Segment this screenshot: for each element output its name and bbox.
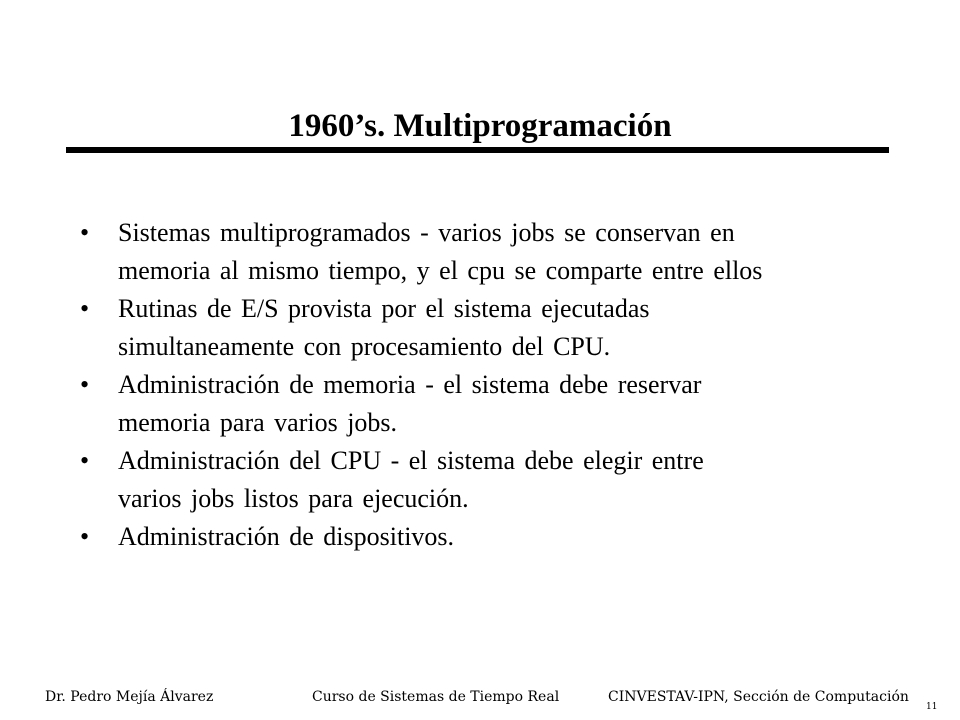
bullet-text: Administración de dispositivos. <box>118 522 455 551</box>
title-underline <box>66 147 889 153</box>
bullet-item <box>80 290 880 366</box>
bullet-dot: • <box>80 294 90 323</box>
bullet-dot: • <box>80 218 90 247</box>
bullet-dot: • <box>80 370 90 399</box>
bullet-text: Administración de memoria - el sistema debe reservar memoria para varios jobs. <box>118 370 702 437</box>
bullet-dot: • <box>80 522 90 551</box>
footer-author: Dr. Pedro Mejía Álvarez <box>45 689 214 705</box>
bullet-text: Administración del CPU - el sistema debe elegir entre varios jobs listos para ejecución. <box>118 446 704 513</box>
bullet-item <box>80 442 880 518</box>
bullet-text: Rutinas de E/S provista por el sistema ejecutadas simultaneamente con procesamiento del CPU. <box>118 294 650 361</box>
bullet-item <box>80 518 880 556</box>
slide-title: 1960’s. Multiprogramación <box>288 108 672 144</box>
footer-course: Curso de Sistemas de Tiempo Real <box>312 689 560 705</box>
bullet-item <box>80 366 880 442</box>
footer-institution: CINVESTAV-IPN, Sección de Computación <box>608 689 909 705</box>
bullet-list <box>80 214 880 556</box>
bullet-item <box>80 214 880 290</box>
bullet-dot: • <box>80 446 90 475</box>
bullet-text: Sistemas multiprogramados - varios jobs se conservan en memoria al mismo tiempo, y el cpu se comparte entre ellos <box>118 218 763 285</box>
page-number: 11 <box>926 702 938 712</box>
